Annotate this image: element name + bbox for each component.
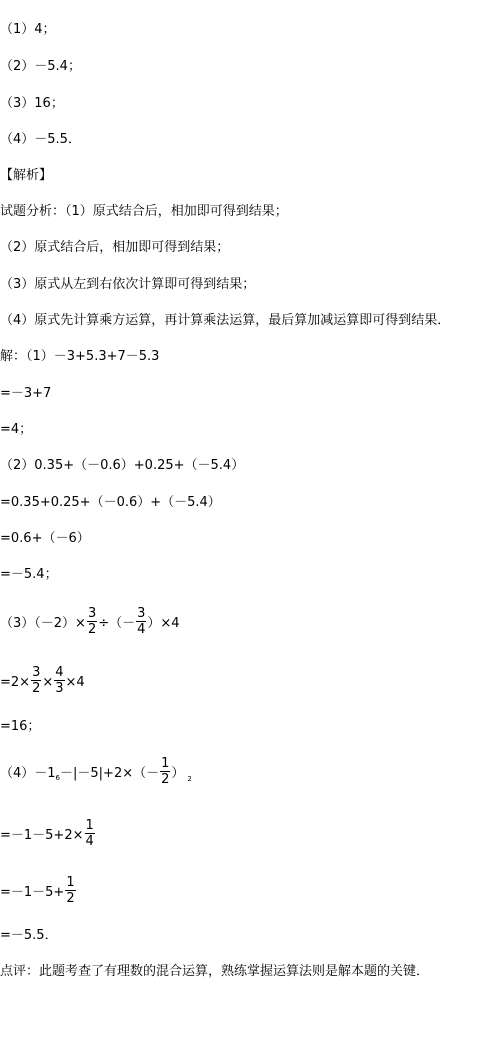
fraction xyxy=(87,606,97,637)
analysis-line-1: 试题分析：（1）原式结合后，相加即可得到结果； xyxy=(0,204,288,219)
solution-4-line-1 xyxy=(0,758,192,789)
solution-2-line-3: =0.6+（－6） xyxy=(0,531,90,546)
analysis-line-3: （3）原式从左到右依次计算即可得到结果； xyxy=(0,277,256,292)
solution-1-line-1: 解：（1）－3+5.3+7－5.3 xyxy=(0,349,160,364)
fraction-numerator: 1 xyxy=(66,875,75,890)
fraction xyxy=(65,875,75,906)
fraction-numerator: 3 xyxy=(137,606,146,621)
answer-1: （1）4； xyxy=(0,22,56,37)
text-segment: ÷（－ xyxy=(98,616,136,631)
text-segment: ×4 xyxy=(65,675,85,690)
solution-4-line-3 xyxy=(0,877,77,908)
fraction xyxy=(54,665,64,696)
text-segment: =2× xyxy=(0,675,31,690)
text-segment: （4）－1 xyxy=(0,766,56,781)
fraction-denominator: 2 xyxy=(66,891,75,906)
fraction-numerator: 3 xyxy=(32,665,41,680)
fraction-numerator: 4 xyxy=(55,665,64,680)
fraction-denominator: 2 xyxy=(32,681,41,696)
fraction-numerator: 1 xyxy=(161,756,170,771)
solution-3-line-2 xyxy=(0,667,85,698)
exponent: 2 xyxy=(187,775,192,783)
solution-2-line-4: =－5.4； xyxy=(0,567,58,582)
answer-3: （3）16； xyxy=(0,96,64,111)
fraction-numerator: 1 xyxy=(85,818,94,833)
solution-1-line-3: =4； xyxy=(0,422,33,437)
solution-2-line-2: =0.35+0.25+（－0.6）+（－5.4） xyxy=(0,495,221,510)
fraction-denominator: 2 xyxy=(87,622,97,637)
text-segment: ）×4 xyxy=(147,616,180,631)
solution-3-line-3: =16； xyxy=(0,719,41,734)
solution-1-line-2: =－3+7 xyxy=(0,386,52,401)
answer-2: （2）－5.4； xyxy=(0,59,81,74)
text-segment: ） xyxy=(171,766,185,781)
text-segment: －|－5|+2×（－ xyxy=(60,766,160,781)
fraction xyxy=(31,665,41,696)
text-segment: （3）（－2）× xyxy=(0,616,86,631)
analysis-line-4: （4）原式先计算乘方运算，再计算乘法运算，最后算加减运算即可得到结果． xyxy=(0,313,451,328)
text-segment: =－1－5+ xyxy=(0,885,65,900)
solution-3-line-1 xyxy=(0,608,180,639)
fraction-denominator: 2 xyxy=(161,772,170,787)
section-title: 【解析】 xyxy=(0,168,53,183)
fraction-denominator: 4 xyxy=(85,834,94,849)
fraction-denominator: 4 xyxy=(137,622,146,637)
answer-4: （4）－5.5． xyxy=(0,132,81,147)
analysis-line-2: （2）原式结合后，相加即可得到结果； xyxy=(0,240,230,255)
text-segment: × xyxy=(42,675,54,690)
solution-2-line-1: （2）0.35+（－0.6）+0.25+（－5.4） xyxy=(0,458,245,473)
fraction xyxy=(160,756,170,787)
fraction xyxy=(85,818,95,849)
solution-4-line-2 xyxy=(0,820,96,851)
exponent: 6 xyxy=(55,774,61,782)
fraction xyxy=(136,606,146,637)
solution-4-line-4: =－5.5． xyxy=(0,928,58,943)
fraction-denominator: 3 xyxy=(55,681,64,696)
fraction-numerator: 3 xyxy=(87,606,97,621)
comment: 点评：此题考查了有理数的混合运算，熟练掌握运算法则是解本题的关键． xyxy=(0,964,430,979)
text-segment: =－1－5+2× xyxy=(0,828,84,843)
